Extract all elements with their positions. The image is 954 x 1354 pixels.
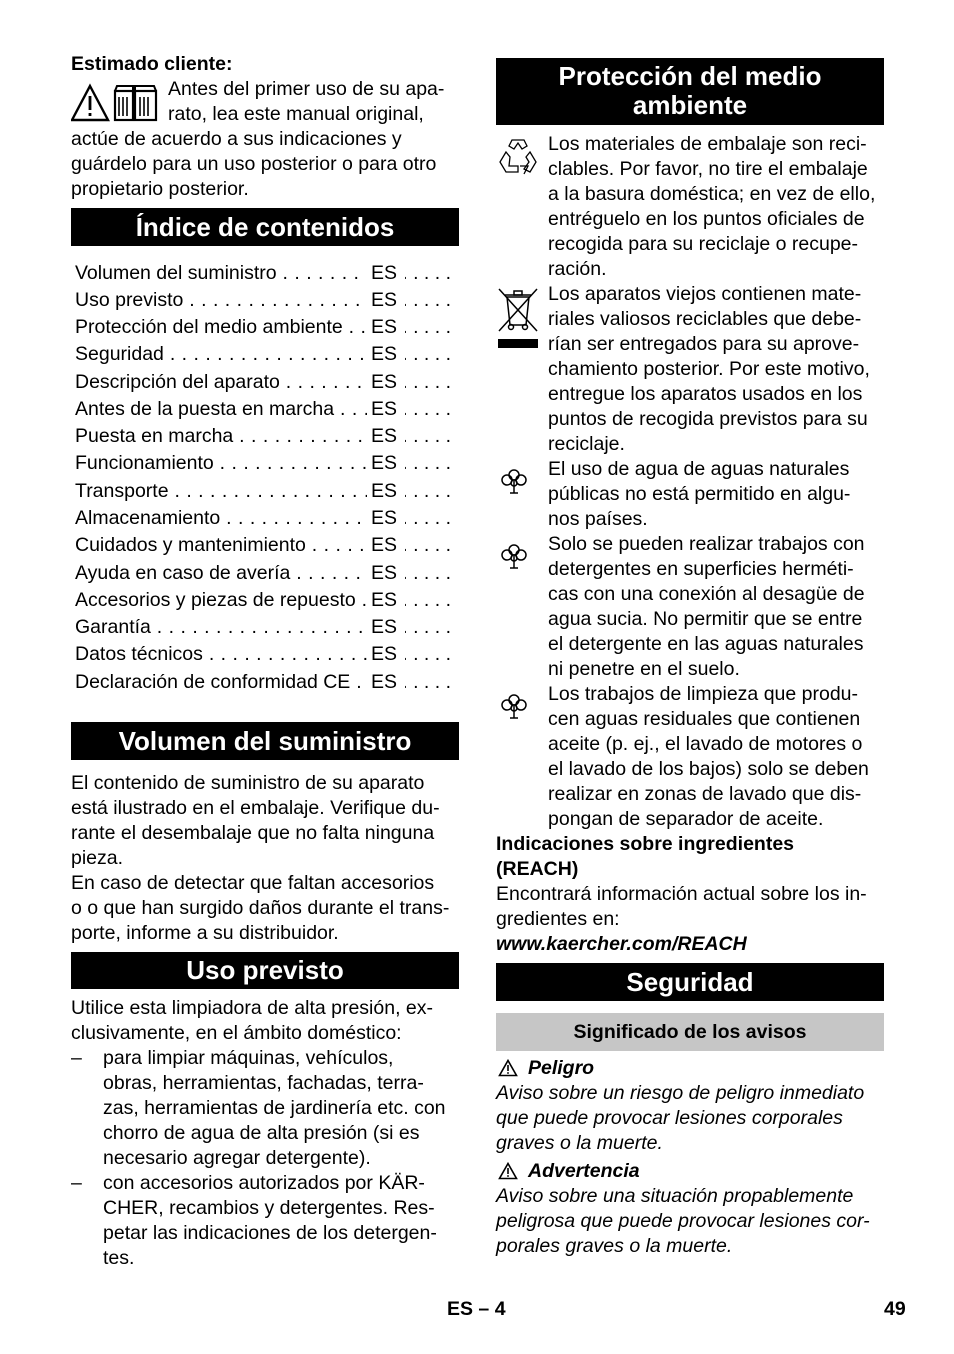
toc-row[interactable]: Ayuda en caso de avería . . . ES . . . xyxy=(75,560,459,587)
env-line: pongan de separador de aceite. xyxy=(548,808,824,830)
toc-row[interactable]: Almacenamiento . . . ES . . . xyxy=(75,505,459,532)
crossed-bin-icon xyxy=(496,285,540,351)
paragraph-line: pieza. xyxy=(71,847,124,869)
bullet-line: chorro de agua de alta presión (si es xyxy=(103,1122,420,1144)
env-line: entréguelo en los puntos oficiales de xyxy=(548,208,865,230)
paragraph-line: El contenido de suministro de su aparato xyxy=(71,772,425,794)
bullet-line: obras, herramientas, fachadas, terra- xyxy=(103,1072,424,1094)
env-line: puntos de recogida previstos para su xyxy=(548,408,868,430)
env-line: nos países. xyxy=(548,508,648,530)
tree-icon xyxy=(499,692,529,720)
danger-line: graves o la muerte. xyxy=(496,1132,663,1154)
intro-line: actúe de acuerdo a sus indicaciones y xyxy=(71,128,402,150)
safety-heading: Seguridad xyxy=(496,963,884,1001)
toc-heading: Índice de contenidos xyxy=(71,208,459,246)
toc-row[interactable]: Datos técnicos . . . ES . . . xyxy=(75,641,459,668)
env-line: Los materiales de embalaje son reci- xyxy=(548,133,867,155)
environment-heading: Protección del medio ambiente xyxy=(496,58,884,125)
env-line: ni penetre en el suelo. xyxy=(548,658,740,680)
bullet-dash: – xyxy=(71,1172,82,1194)
tree-icon xyxy=(499,467,529,495)
env-line: públicas no está permitido en algu- xyxy=(548,483,851,505)
bullet-line: con accesorios autorizados por KÄR- xyxy=(103,1172,425,1194)
env-line: aceite (p. ej., el lavado de motores o xyxy=(548,733,863,755)
bullet-line: petar las indicaciones de los detergen- xyxy=(103,1222,437,1244)
toc-row[interactable]: Antes de la puesta en marcha . . . ES . . . xyxy=(75,396,459,423)
bullet-line: necesario agregar detergente). xyxy=(103,1147,371,1169)
env-line: a la basura doméstica; en vez de ello, xyxy=(548,183,876,205)
env-line: ración. xyxy=(548,258,607,280)
paragraph-line: está ilustrado en el embalaje. Verifique du- xyxy=(71,797,440,819)
bullet-line: tes. xyxy=(103,1247,135,1269)
bullet-line: CHER, recambios y detergentes. Res- xyxy=(103,1197,435,1219)
env-line: agua sucia. No permitir que se entre xyxy=(548,608,863,630)
intro-line: propietario posterior. xyxy=(71,178,249,200)
intro-line: Antes del primer uso de su apa- xyxy=(168,78,445,100)
env-line: el lavado de los bajos) solo se deben xyxy=(548,758,869,780)
danger-line: que puede provocar lesiones corporales xyxy=(496,1107,843,1129)
recycle-icon xyxy=(496,136,540,180)
page-number: 49 xyxy=(884,1298,906,1320)
reach-title: (REACH) xyxy=(496,858,579,880)
toc-row[interactable]: Accesorios y piezas de repuesto . . . ES . . . xyxy=(75,587,459,614)
env-line: reciclaje. xyxy=(548,433,625,455)
bullet-line: para limpiar máquinas, vehículos, xyxy=(103,1047,394,1069)
warning-line: peligrosa que puede provocar lesiones cor- xyxy=(496,1210,870,1232)
toc-row[interactable]: Garantía . . . ES . . . xyxy=(75,614,459,641)
reach-title: Indicaciones sobre ingredientes xyxy=(496,833,795,855)
delivery-heading: Volumen del suministro xyxy=(71,722,459,760)
paragraph-line: En caso de detectar que faltan accesorios xyxy=(71,872,435,894)
env-line: entregue los aparatos usados en los xyxy=(548,383,863,405)
warning-line: porales graves o la muerte. xyxy=(496,1235,733,1257)
warnings-subheading: Significado de los avisos xyxy=(496,1013,884,1051)
env-line: detergentes en superficies herméti- xyxy=(548,558,854,580)
toc-row[interactable]: Descripción del aparato . . . ES . . . xyxy=(75,369,459,396)
env-line: Los trabajos de limpieza que produ- xyxy=(548,683,859,705)
intro-line: guárdelo para un uso posterior o para otro xyxy=(71,153,437,175)
tree-icon xyxy=(499,542,529,570)
bullet-dash: – xyxy=(71,1047,82,1069)
warning-label: Advertencia xyxy=(528,1160,640,1182)
toc-row[interactable]: Puesta en marcha . . . ES . . . xyxy=(75,423,459,450)
env-line: rían ser entregados para su aprove- xyxy=(548,333,860,355)
toc-row[interactable]: Volumen del suministro . . . ES . . . xyxy=(75,260,459,287)
toc-row[interactable]: Declaración de conformidad CE . . . ES . . . xyxy=(75,669,459,696)
bullet-line: zas, herramientas de jardinería etc. con xyxy=(103,1097,446,1119)
env-line: cen aguas residuales que contienen xyxy=(548,708,861,730)
env-line: Solo se pueden realizar trabajos con xyxy=(548,533,865,555)
toc-row[interactable]: Cuidados y mantenimiento . . . ES . . . xyxy=(75,532,459,559)
paragraph-line: rante el desembalaje que no falta ninguna xyxy=(71,822,435,844)
warning-manual-icon xyxy=(71,83,163,123)
reach-line: Encontrará información actual sobre los in- xyxy=(496,883,867,905)
intro-line: rato, lea este manual original, xyxy=(168,103,424,125)
reach-link[interactable]: www.kaercher.com/REACH xyxy=(496,933,747,955)
warning-triangle-icon xyxy=(498,1162,518,1180)
env-line: recogida para su reciclaje o recupe- xyxy=(548,233,859,255)
use-heading: Uso previsto xyxy=(71,952,459,989)
toc-row[interactable]: Protección del medio ambiente . . . ES . . . xyxy=(75,314,459,341)
footer-section: ES – 4 xyxy=(447,1298,506,1320)
env-line: clables. Por favor, no tire el embalaje xyxy=(548,158,868,180)
reach-line: gredientes en: xyxy=(496,908,620,930)
toc-row[interactable]: Transporte . . . ES . . . xyxy=(75,478,459,505)
paragraph-line: Utilice esta limpiadora de alta presión, ex- xyxy=(71,997,434,1019)
danger-label: Peligro xyxy=(528,1057,595,1079)
toc-row[interactable]: Seguridad . . . ES . . . xyxy=(75,341,459,368)
env-line: chamiento posterior. Por este motivo, xyxy=(548,358,870,380)
paragraph-line: o o que han surgido daños durante el trans- xyxy=(71,897,450,919)
env-line: El uso de agua de aguas naturales xyxy=(548,458,850,480)
toc-row[interactable]: Uso previsto . . . ES . . . xyxy=(75,287,459,314)
env-line: cas con una conexión al desagüe de xyxy=(548,583,865,605)
env-line: el detergente en las aguas naturales xyxy=(548,633,864,655)
paragraph-line: porte, informe a su distribuidor. xyxy=(71,922,339,944)
env-line: realizar en zonas de lavado que dis- xyxy=(548,783,862,805)
greeting: Estimado cliente: xyxy=(71,53,233,75)
env-line: Los aparatos viejos contienen mate- xyxy=(548,283,862,305)
paragraph-line: clusivamente, en el ámbito doméstico: xyxy=(71,1022,402,1044)
danger-line: Aviso sobre un riesgo de peligro inmediato xyxy=(496,1082,865,1104)
warning-triangle-icon xyxy=(498,1059,518,1077)
toc-row[interactable]: Funcionamiento . . . ES . . . xyxy=(75,450,459,477)
env-line: riales valiosos reciclables que debe- xyxy=(548,308,862,330)
warning-line: Aviso sobre una situación propablemente xyxy=(496,1185,854,1207)
